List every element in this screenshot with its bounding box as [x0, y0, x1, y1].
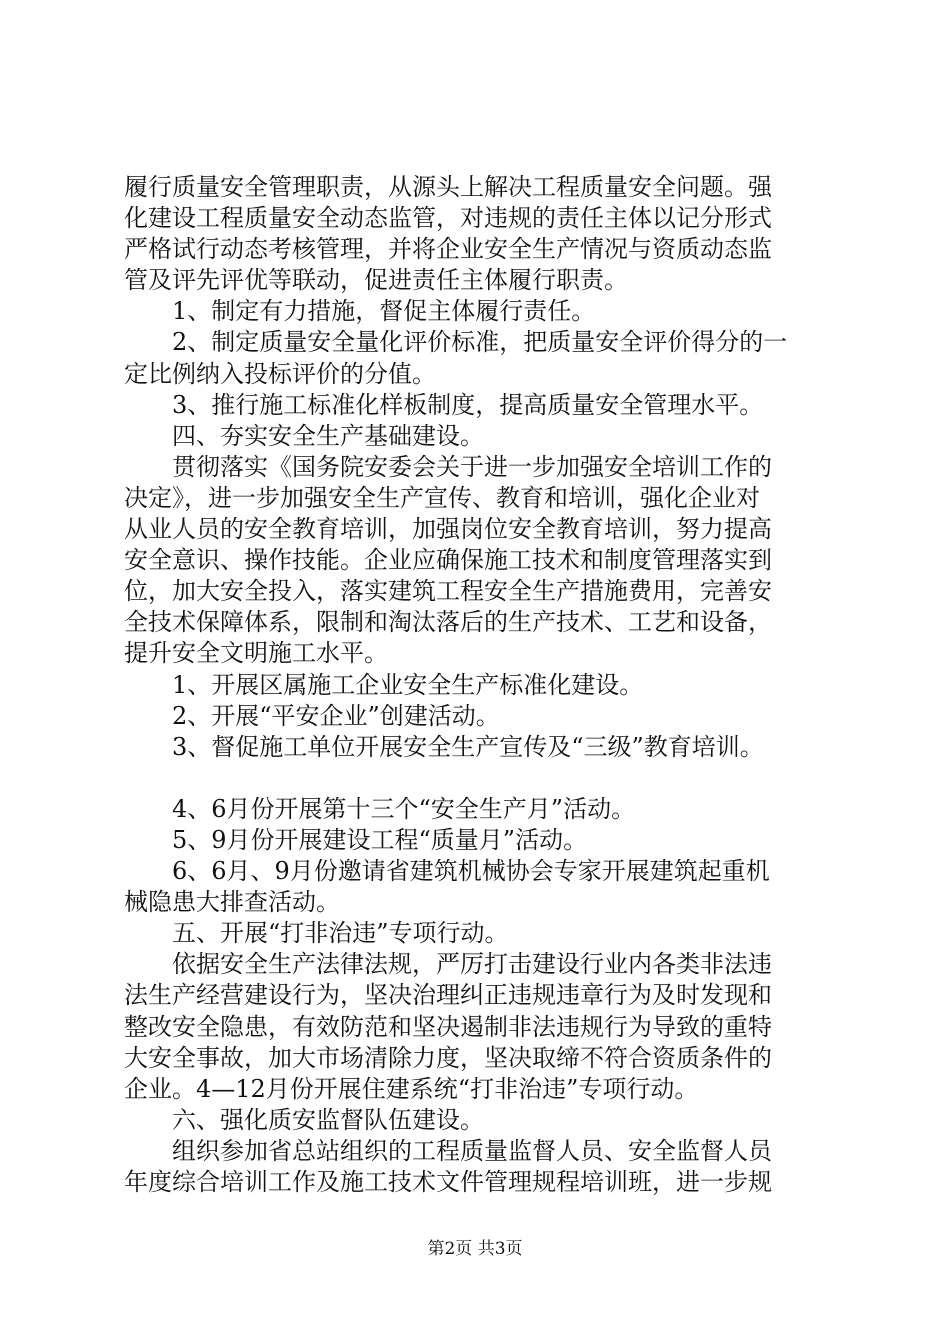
document-body [124, 172, 829, 1198]
list-item: 1、制定有力措施，督促主体履行责任。 [172, 297, 596, 326]
text-line: 履行质量安全管理职责，从源头上解决工程质量安全问题。强 [124, 173, 772, 201]
section-heading: 五、开展“打非治违”专项行动。 [172, 919, 509, 948]
text-line: 械隐患大排查活动。 [124, 888, 340, 917]
text-line: 化建设工程质量安全动态监管，对违规的责任主体以记分形式 [124, 204, 772, 233]
text-line: 决定》，进一步加强安全生产宣传、教育和培训，强化企业对 [124, 483, 760, 512]
paragraph-start: 组织参加省总站组织的工程质量监督人员、安全监督人员 [172, 1136, 772, 1165]
list-item: 5、9月份开展建设工程“质量月”活动。 [172, 825, 588, 854]
text-line: 企业。4—12月份开展住建系统“打非治违”专项行动。 [124, 1074, 699, 1103]
section-heading: 六、强化质安监督队伍建设。 [172, 1105, 484, 1134]
text-line: 管及评先评优等联动，促进责任主体履行职责。 [124, 266, 628, 295]
text-line: 全技术保障体系，限制和淘汰落后的生产技术、工艺和设备， [124, 608, 772, 637]
paragraph-start: 贯彻落实《国务院安委会关于进一步加强安全培训工作的 [172, 452, 772, 481]
list-item: 2、开展“平安企业”创建活动。 [172, 701, 500, 730]
text-line: 安全意识、操作技能。企业应确保施工技术和制度管理落实到 [124, 546, 772, 575]
text-line: 整改安全隐患，有效防范和坚决遏制非法违规行为导致的重特 [124, 1012, 772, 1041]
page-number-footer: 第2页 共3页 [427, 1239, 523, 1259]
text-line: 严格试行动态考核管理，并将企业安全生产情况与资质动态监 [124, 235, 772, 264]
text-line: 从业人员的安全教育培训，加强岗位安全教育培训，努力提高 [124, 515, 772, 544]
text-line: 年度综合培训工作及施工技术文件管理规程培训班，进一步规 [124, 1168, 772, 1196]
list-item: 1、开展区属施工企业安全生产标准化建设。 [172, 670, 644, 699]
text-line: 提升安全文明施工水平。 [124, 639, 388, 668]
section-heading: 四、夯实安全生产基础建设。 [172, 421, 484, 450]
list-item: 3、推行施工标准化样板制度，提高质量安全管理水平。 [172, 390, 764, 419]
list-item: 4、6月份开展第十三个“安全生产月”活动。 [172, 794, 636, 823]
text-line: 大安全事故，加大市场清除力度，坚决取缔不符合资质条件的 [124, 1043, 772, 1072]
text-line: 位，加大安全投入，落实建筑工程安全生产措施费用，完善安 [124, 577, 772, 606]
text-line: 法生产经营建设行为，坚决治理纠正违规违章行为及时发现和 [124, 981, 772, 1010]
paragraph-start: 依据安全生产法律法规，严厉打击建设行业内各类非法违 [172, 950, 772, 979]
list-item: 2、制定质量安全量化评价标准，把质量安全评价得分的一 [172, 328, 788, 357]
blank-line [124, 763, 829, 794]
list-item: 3、督促施工单位开展安全生产宣传及“三级”教育培训。 [172, 732, 764, 761]
list-item: 6、6月、9月份邀请省建筑机械协会专家开展建筑起重机 [172, 857, 770, 886]
text-line: 定比例纳入投标评价的分值。 [124, 359, 436, 388]
